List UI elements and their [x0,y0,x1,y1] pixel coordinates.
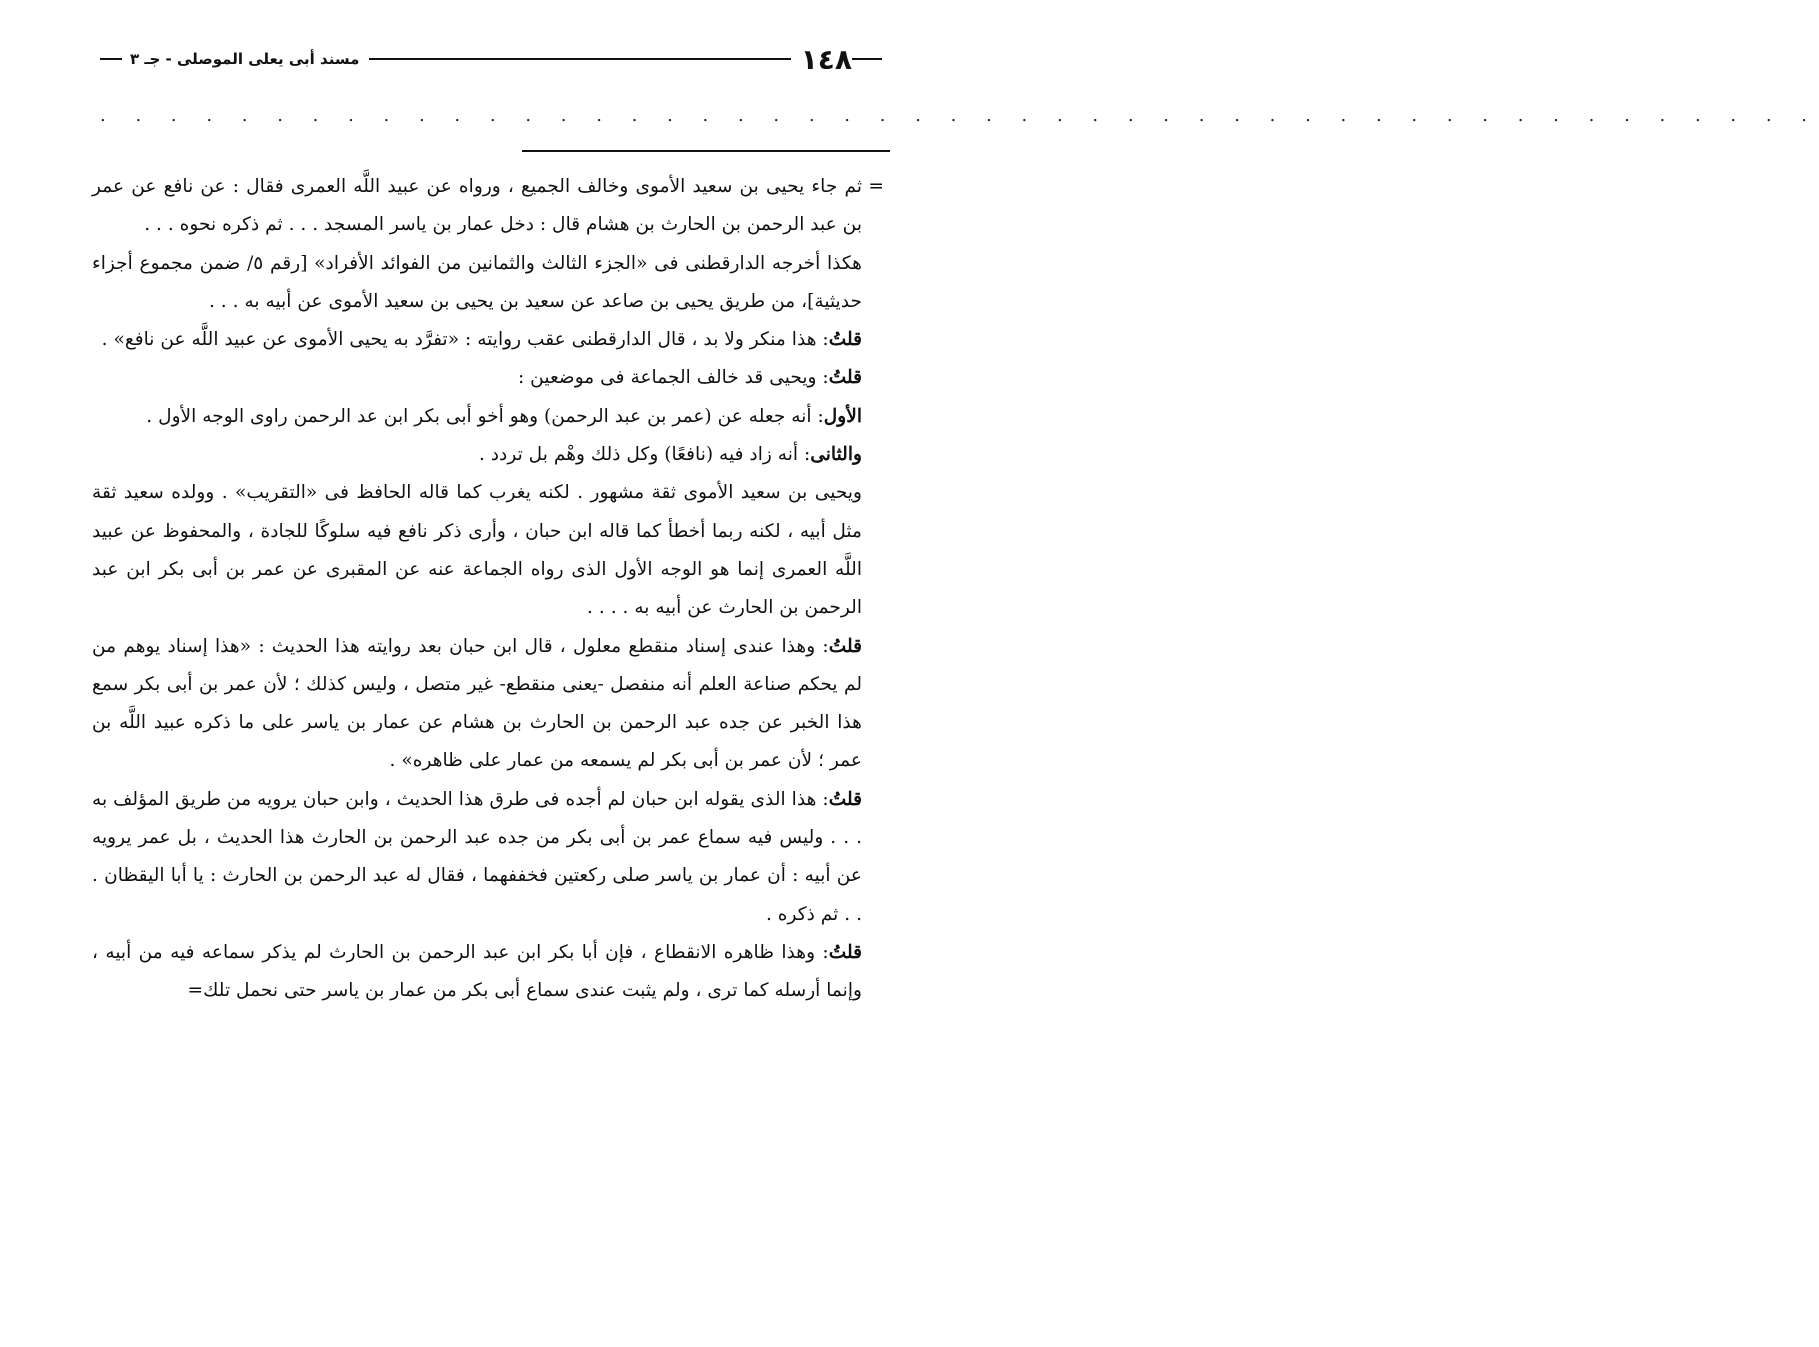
footnote-rule [522,150,890,152]
paragraph-text: : هذا منكر ولا بد ، قال الدارقطنى عقب روايته : «تفرَّد به يحيى الأموى عن عبيد اللَّه عن نافع» . [101,329,829,351]
header-rule [369,58,790,60]
paragraph [92,245,862,322]
paragraph-lead: الأول [823,405,862,427]
paragraph-text: ثم جاء يحيى بن سعيد الأموى وخالف الجميع ، ورواه عن عبيد اللَّه العمرى فقال : عن نافع عن عمر بن عبد الرحمن بن الحارث بن هشام قال : دخل عمار بن ياسر المسجد . . . ثم ذكره نحوه . . . [92,176,862,236]
header-dash-left [100,58,122,60]
paragraph-lead: والثانى [810,444,862,466]
paragraph-text: : وهذا ظاهره الانقطاع ، فإن أبا بكر ابن عبد الرحمن بن الحارث لم يذكر سماعه فيه من أبيه ، وإنما أرسله كما ترى ، ولم يثبت عندى سماع أبى بكر من عمار بن ياسر حتى نحمل تلك= [92,941,862,1002]
paragraph [92,934,862,1011]
paragraph-lead: قلتُ [828,788,862,810]
paragraph-text: هكذا أخرجه الدارقطنى فى «الجزء الثالث والثمانين من الفوائد الأفراد» [رقم ٥/ ضمن مجموع أجزاء حديثية]، من طريق يحيى بن صاعد عن سعيد بن يحيى بن سعيد الأموى عن أبيه به . . . [92,252,862,312]
paragraph-text: : وهذا عندى إسناد منقطع معلول ، قال ابن حبان بعد روايته هذا الحديث : «هذا إسناد يوهم من لم يحكم صناعة العلم أنه منفصل -يعنى منقطع- غير متصل ، وليس كذلك ؛ لأن عمر بن أبى بكر سمع هذا الخبر عن جده عبد الرحمن بن الحارث بن هشام عن عمار بن ياسر على ما ذكره عبيد اللَّه بن عمر ؛ لأن عمر بن أبى بكر لم يسمعه من عمار على ظاهره» . [92,635,862,772]
paragraph-text: : ويحيى قد خالف الجماعة فى موضعين : [518,367,829,389]
page-number: ١٤٨ [800,42,852,76]
paragraph-text: : أنه زاد فيه (نافعًا) وكل ذلك وهْم بل تردد . [478,444,811,466]
paragraph-text: : هذا الذى يقوله ابن حبان لم أجده فى طرق هذا الحديث ، وابن حبان يرويه من طريق المؤلف به . . . وليس فيه سماع عمر بن أبى بكر من جده عبد الرحمن بن الحارث هذا الحديث ، بل عمر يرويه عن أبيه : أن عمار بن ياسر صلى ركعتين فخففهما ، فقال له عبد الرحمن بن الحارث : يا أبا اليقظان . . . ثم ذكره . [92,788,863,925]
paragraph [92,474,862,627]
dotted-divider: . . . . . . . . . . . . . . . . . . . . . . . . . . . . . . . . . . . . . . . . . . . . . . . . . [100,105,1819,126]
paragraph-text: ويحيى بن سعيد الأموى ثقة مشهور . لكنه يغرب كما قاله الحافظ فى «التقريب» . وولده سعيد ثقة مثل أبيه ، لكنه ربما أخطأ كما قاله ابن حبان ، وأرى ذكر نافع فيه سلوكًا للجادة ، والمحفوظ عن عبيد اللَّه العمرى إنما هو الوجه الأول الذى رواه الجماعة عنه عن المقبرى عن عمر بن أبى بكر ابن عبد الرحمن بن الحارث عن أبيه به . . . . [92,482,862,619]
paragraph-lead: قلتُ [828,329,862,351]
paragraph [92,359,862,397]
paragraph [92,398,862,436]
paragraph-lead: قلتُ [828,635,862,657]
paragraph [92,168,862,245]
paragraph [92,781,862,934]
footnote-text [92,168,862,1011]
header-dash-right [852,58,882,60]
paragraph [92,628,862,781]
book-title: مسند أبى يعلى الموصلى - جـ ٣ [130,50,360,68]
paragraph-lead: قلتُ [828,367,862,389]
running-header [92,38,890,80]
continuation-mark: = [868,176,884,197]
paragraph-lead: قلتُ [828,941,862,963]
paragraph [92,321,862,359]
paragraph-text: : أنه جعله عن (عمر بن عبد الرحمن) وهو أخو أبى بكر ابن عد الرحمن راوى الوجه الأول . [146,405,824,427]
paragraph [92,436,862,474]
